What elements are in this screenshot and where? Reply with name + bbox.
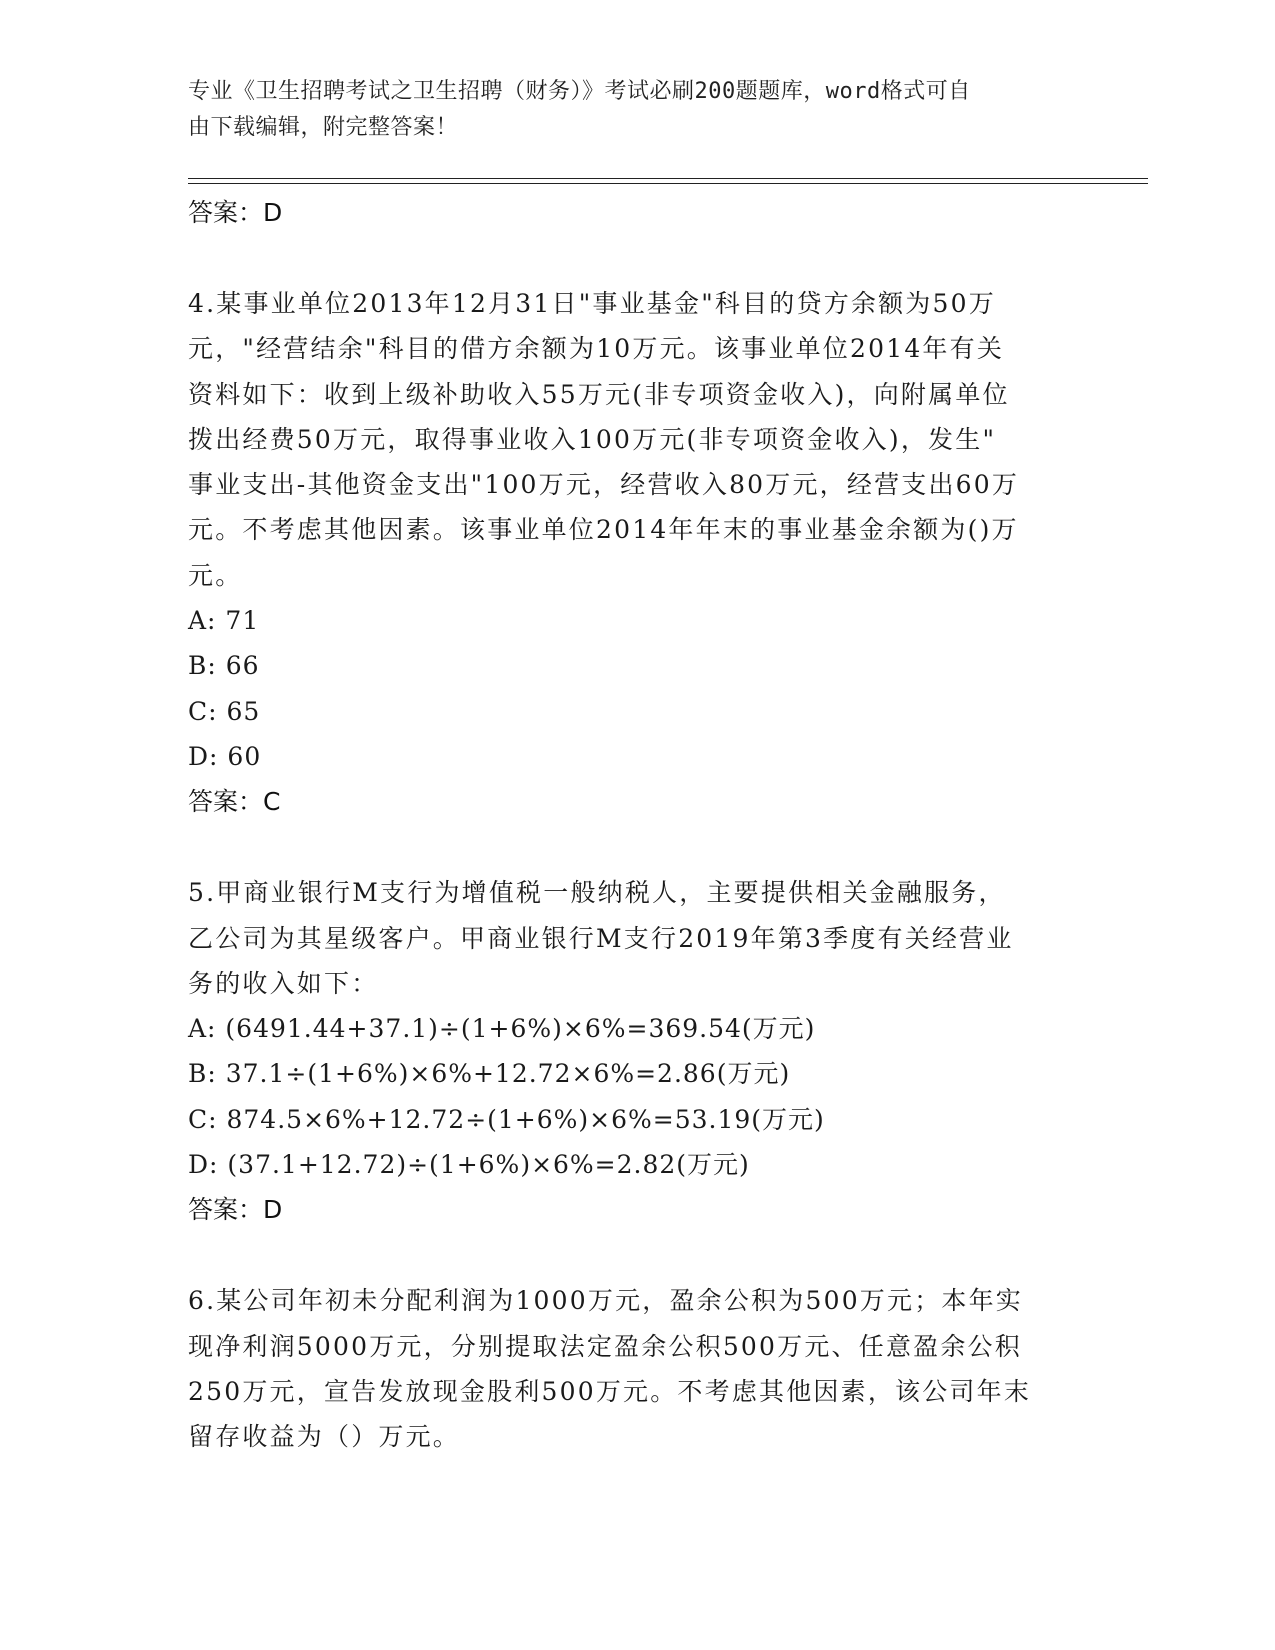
question-text: 现净利润5000万元，分别提取法定盈余公积500万元、任意盈余公积 [188,1331,1022,1361]
question-text: 务的收入如下： [188,968,379,998]
question-text: 元，"经营结余"科目的借方余额为10万元。该事业单位2014年有关 [188,334,1005,364]
option-c: C: 874.5×6%+12.72÷(1+6%)×6%=53.19(万元) [188,1104,825,1134]
question-text: 留存收益为（）万元。 [188,1422,461,1452]
question-4 [188,281,1108,824]
option-c: C: 65 [188,696,261,726]
question-text: 拨出经费50万元，取得事业收入100万元(非专项资金收入)，发生" [188,424,997,454]
question-text: 元。 [188,560,243,590]
question-text: 乙公司为其星级客户。甲商业银行M支行2019年第3季度有关经营业 [188,923,1014,953]
question-5 [188,870,1108,1232]
question-text: 250万元，宣告发放现金股利500万元。不考虑其他因素，该公司年末 [188,1376,1032,1406]
header-line: 由下载编辑，附完整答案！ [188,115,459,140]
answer-line: 答案：C [188,787,281,817]
header-divider [188,183,1148,184]
answer-line: 答案：D [188,1195,283,1225]
spacer [188,1232,1108,1278]
question-text: 4.某事业单位2013年12月31日"事业基金"科目的贷方余额为50万 [188,289,996,318]
header-divider [188,178,1148,179]
option-a: A: (6491.44+37.1)÷(1+6%)×6%=369.54(万元) [188,1014,816,1044]
document-header [188,74,1088,146]
spacer [188,235,1108,281]
question-text: 资料如下：收到上级补助收入55万元(非专项资金收入)，向附属单位 [188,379,1010,409]
option-b: B: 37.1÷(1+6%)×6%+12.72×6%=2.86(万元) [188,1059,791,1089]
spacer [188,824,1108,870]
option-d: D: (37.1+12.72)÷(1+6%)×6%=2.82(万元) [188,1150,750,1180]
question-6 [188,1278,1108,1459]
document-body [188,190,1108,1460]
question-text: 6.某公司年初未分配利润为1000万元，盈余公积为500万元；本年实 [188,1286,1023,1316]
question-text: 元。不考虑其他因素。该事业单位2014年年末的事业基金余额为()万 [188,515,1019,545]
header-line: 专业《卫生招聘考试之卫生招聘（财务）》考试必刷200题题库，word格式可自 [188,79,971,104]
option-d: D: 60 [188,741,262,771]
question-text: 事业支出-其他资金支出"100万元，经营收入80万元，经营支出60万 [188,470,1020,500]
option-b: B: 66 [188,651,260,681]
question-text: 5.甲商业银行M支行为增值税一般纳税人，主要提供相关金融服务， [188,878,1006,908]
option-a: A: 71 [188,606,260,636]
answer-line: 答案：D [188,198,283,227]
